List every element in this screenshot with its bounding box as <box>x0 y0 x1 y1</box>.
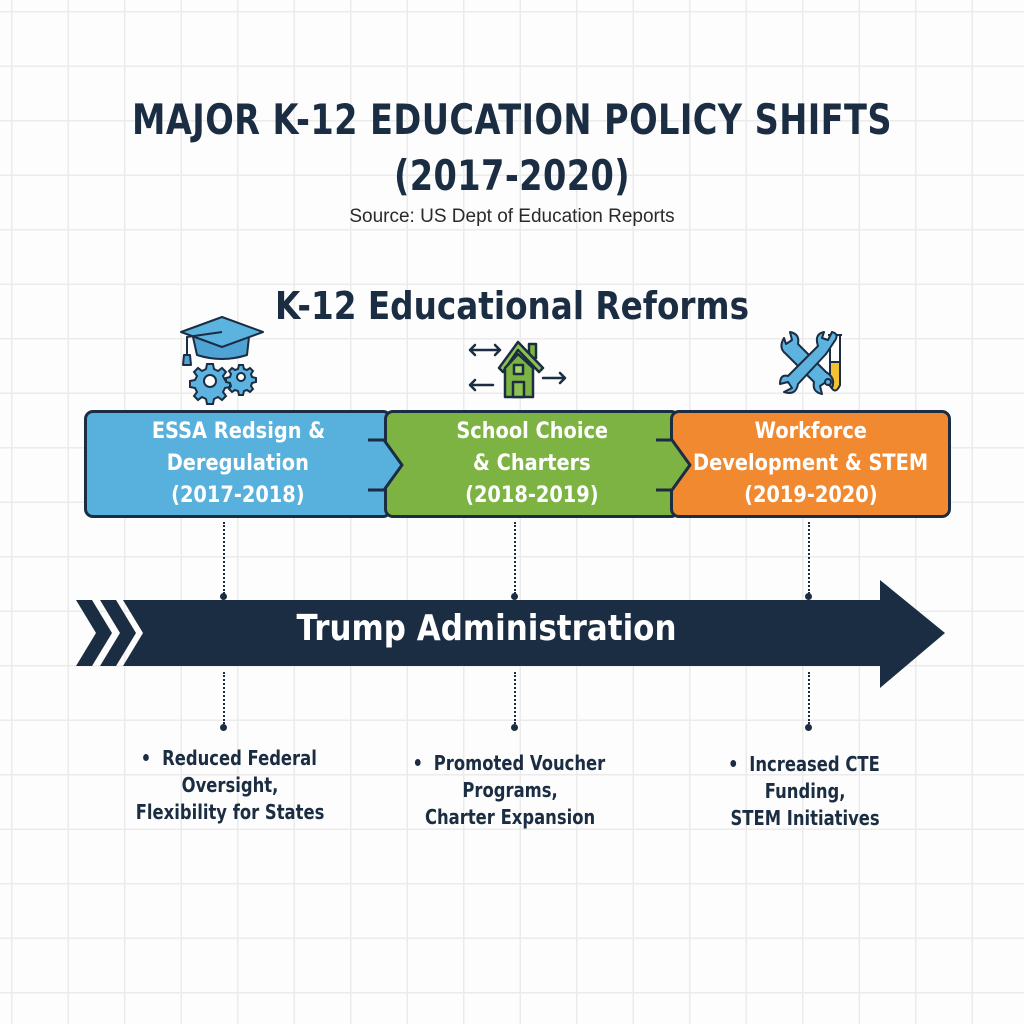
phase-title-line-1: School Choice <box>456 419 608 444</box>
source-note: Source: US Dept of Education Reports <box>349 206 675 227</box>
timeline-label: Trump Administration <box>296 608 677 649</box>
connector-arrow-2 <box>656 438 696 492</box>
bullet-block-workforce: Increased CTE Funding, STEM Initiatives <box>730 752 880 830</box>
phase-years: (2017-2018) <box>171 483 305 508</box>
phase-title-line-1: ESSA Redsign & <box>151 419 325 444</box>
bullet-dot <box>143 754 149 761</box>
marker-dot <box>220 724 227 731</box>
title-line-1: MAJOR K-12 EDUCATION POLICY SHIFTS <box>132 95 892 144</box>
house-arrows-icon <box>465 338 570 400</box>
phase-box-essa <box>84 410 392 518</box>
bullet-dot <box>415 759 421 766</box>
marker-dot <box>511 724 518 731</box>
title-line-2: (2017-2020) <box>393 151 631 200</box>
phase-title-line-2: & Charters <box>473 451 591 476</box>
phase-years: (2019-2020) <box>743 483 878 508</box>
graduation-cap-gears-icon <box>175 315 270 405</box>
connector-arrow-1 <box>368 438 408 492</box>
marker-dot <box>805 724 812 731</box>
bullet-block-essa: Reduced Federal Oversight, Flexibility for States <box>135 746 325 824</box>
phase-title-line-2: Deregulation <box>166 451 310 476</box>
phase-box-workforce <box>670 410 951 518</box>
phase-title-line-2: Development & STEM <box>692 451 929 476</box>
bullet-block-school-choice: Promoted Voucher Programs, Charter Expansion <box>385 750 635 831</box>
section-subtitle: K-12 Educational Reforms <box>274 284 750 328</box>
page-title <box>102 92 921 204</box>
phase-box-school-choice <box>384 410 680 518</box>
wrench-test-tube-icon <box>776 330 846 400</box>
phase-title-line-1: Workforce <box>754 419 867 444</box>
phase-years: (2018-2019) <box>465 483 599 508</box>
bullet-dot <box>730 760 736 767</box>
